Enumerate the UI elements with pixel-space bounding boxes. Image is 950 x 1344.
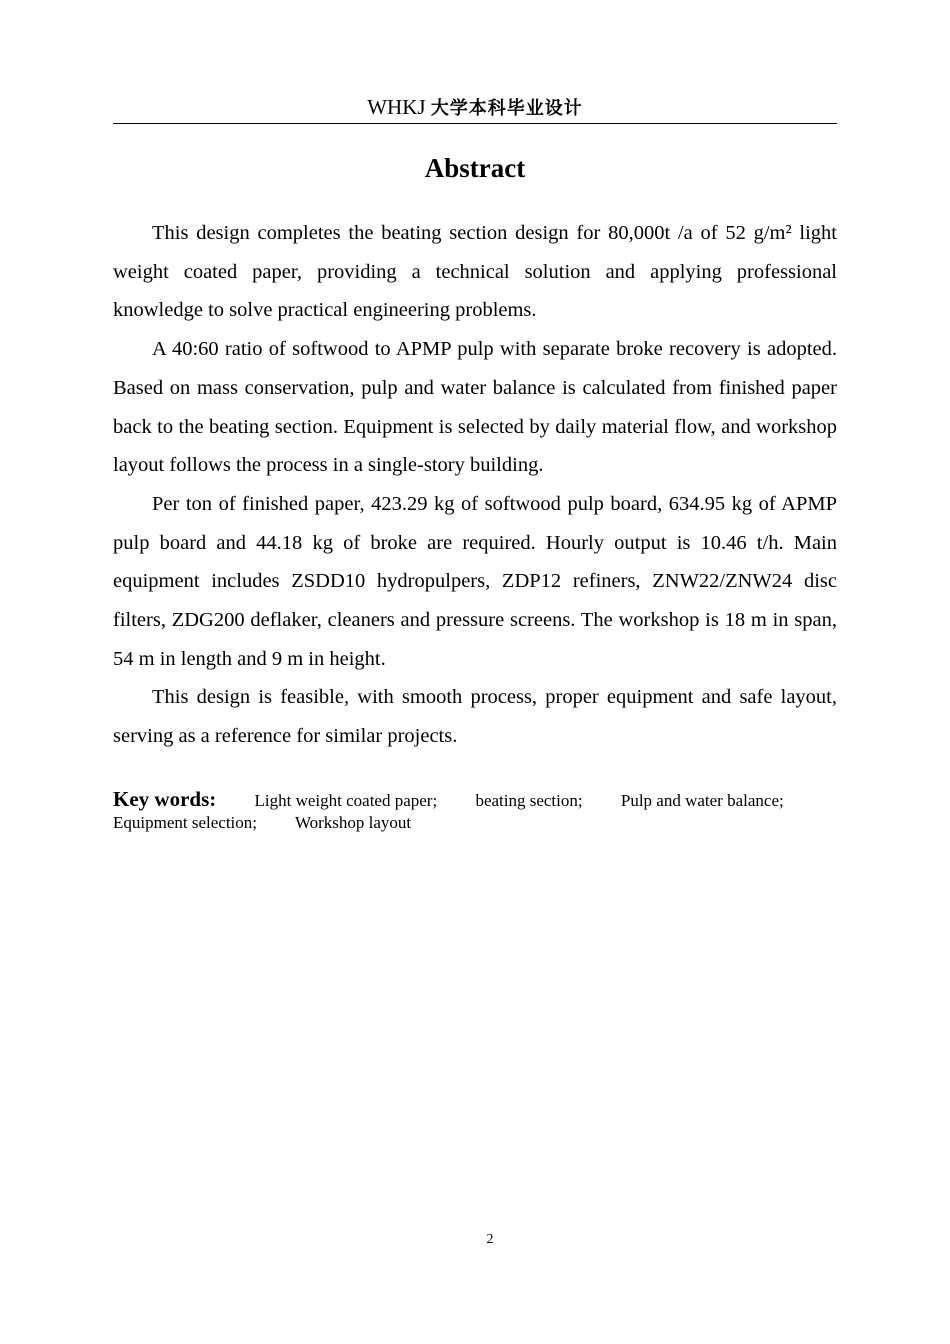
header-cjk-text: 大学本科毕业设计 bbox=[430, 98, 583, 119]
keyword-item: beating section; bbox=[475, 791, 583, 810]
keywords-block bbox=[113, 788, 837, 834]
keyword-item: Pulp and water balance; bbox=[620, 791, 784, 810]
abstract-body bbox=[113, 214, 837, 756]
abstract-title: Abstract bbox=[424, 153, 526, 183]
abstract-paragraph-1: This design completes the beating section design for 80,000t /a of 52 g/m² light weight coated paper, providing a technical solution and applying professional knowledge to solve practical engineering problems. bbox=[113, 222, 837, 322]
keyword-item: Light weight coated paper; bbox=[254, 791, 438, 810]
abstract-paragraph-3: Per ton of finished paper, 423.29 kg of softwood pulp board, 634.95 kg of APMP pulp board and 44.18 kg of broke are required. Hourly output is 10.46 t/h. Main equipment includes ZSDD10 hydropulpers, ZDP12 refiners, ZNW22/ZNW24 disc filters, ZDG200 deflaker, cleaners and pressure screens. The workshop is 18 m in span, 54 m in length and 9 m in height. bbox=[113, 492, 837, 670]
header-latin-text: WHKJ bbox=[367, 95, 426, 119]
keyword-item: Workshop layout bbox=[294, 813, 412, 832]
keywords-label: Key words: bbox=[113, 787, 217, 811]
running-header bbox=[113, 91, 837, 124]
abstract-paragraph-2: A 40:60 ratio of softwood to APMP pulp with separate broke recovery is adopted. Based on mass conservation, pulp and water balance is calculated from finished paper back to the beating section. Equipment is selected by daily material flow, and workshop layout follows the process in a single-story building. bbox=[113, 338, 837, 477]
abstract-paragraph-4: This design is feasible, with smooth process, proper equipment and safe layout, serving as a reference for similar projects. bbox=[113, 686, 837, 748]
keyword-item: Equipment selection; bbox=[113, 813, 257, 832]
page-number: 2 bbox=[486, 1232, 494, 1247]
